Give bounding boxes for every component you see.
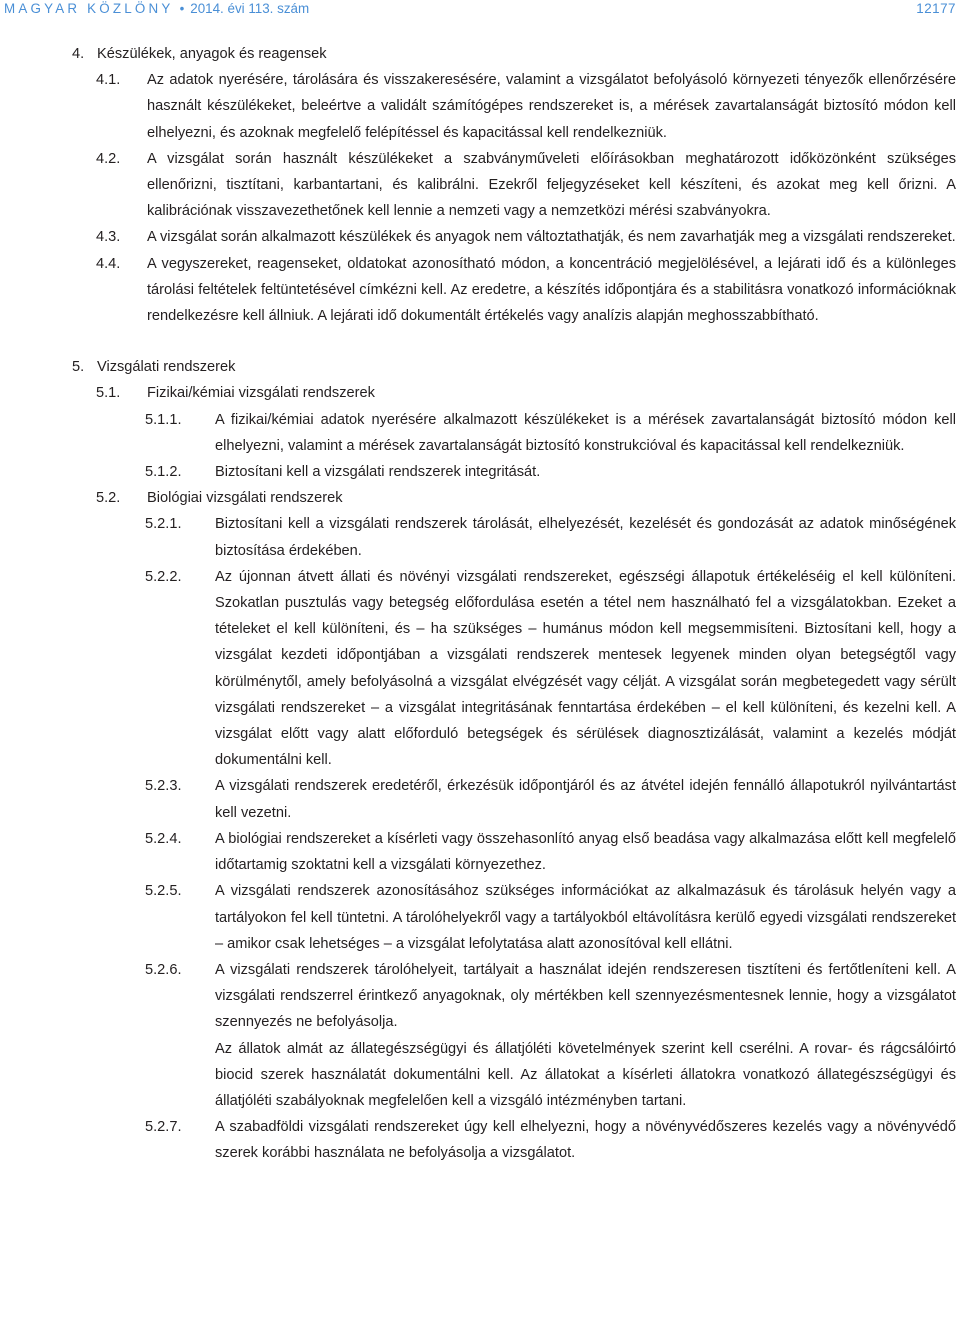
document-body [0, 41, 960, 1167]
paragraph-item [145, 878, 956, 957]
paragraph-text: A fizikai/kémiai adatok nyerésére alkalmazott készülékeket is a mérések zavartalanságát biztosító módon kell elhelyezni, valamint a mérések zavartalanságát biztosító konstrukcióval és kapacitással kell rendelkezniük. [215, 411, 956, 454]
paragraph-item [145, 957, 956, 1036]
paragraph-text: Az adatok nyerésére, tárolására és visszakeresésére, valamint a vizsgálatot befolyásoló környezeti tényezők ellenőrzésére használt készülékeket, beleértve a validált számítógépes rendszereket is, a mérések zavartalanságát biztosító módon kell elhelyezni, és azoknak megfelelő felépítéssel és kapacitással kell rendelkezniük. [147, 72, 956, 141]
paragraph-number: 5.1.2. [145, 464, 182, 481]
section-number: 5. [72, 359, 85, 376]
subsection-heading [96, 485, 956, 511]
paragraph-item [145, 511, 956, 563]
page-header [4, 0, 956, 20]
paragraph-number: 5.2.4. [145, 830, 182, 847]
subsection-title: Biológiai vizsgálati rendszerek [147, 490, 343, 507]
paragraph-text: Biztosítani kell a vizsgálati rendszerek tárolását, elhelyezését, kezelését és gondozását az adatok minőségének biztosítása érdekében. [215, 516, 956, 559]
paragraph-text: A vizsgálati rendszerek azonosításához szükséges információkat az alkalmazásuk és tárolásuk helyén vagy a tartályokon fel kell tüntetni. A tárolóhelyekről vagy a tartályokból eltávolításra kerülő egyedi vizsgálati rendszereket – amikor csak lehetséges – a vizsgálat lefolytatása alatt azonosítóval kell ellátni. [215, 883, 956, 952]
paragraph-item [145, 826, 956, 878]
paragraph-number: 5.2.1. [145, 516, 182, 533]
paragraph-number: 5.2.6. [145, 961, 182, 978]
paragraph-number: 4.2. [96, 150, 121, 167]
paragraph-text: A vizsgálati rendszerek eredetéről, érkezésük időpontjáról és az átvétel idején fennálló állapotukról nyilvántartást kell vezetni. [215, 778, 956, 821]
paragraph-number: 5.1.1. [145, 411, 182, 428]
paragraph-text: A vegyszereket, reagenseket, oldatokat azonosítható módon, a koncentráció megjelölésével, a lejárati idő és a különleges tárolási feltételek feltüntetésével címkézni kell. Az eredetre, a készítés időpontjára és a stabilitásra vonatkozó információknak rendelkezésre kell állniuk. A lejárati idő dokumentált értékelés vagy analízis alapján meghosszabbítható. [147, 255, 956, 325]
subsection-title: Fizikai/kémiai vizsgálati rendszerek [147, 385, 375, 402]
paragraph-number: 5.2.2. [145, 568, 182, 585]
section-spacer [0, 329, 960, 354]
continuation-paragraph: Az állatok almát az állategészségügyi és állatjóléti követelmények szerint kell cserélni. A rovar- és rágcsálóirtó biocid szerek használatát dokumentálni kell. Az állatokat a kísérleti állatokra vonatkozó állategészségügyi és állatjóléti szabályoknak megfelelően kell a vizsgáló intézményben tartani. [215, 1040, 956, 1109]
paragraph-number: 5.2.5. [145, 883, 182, 900]
paragraph-text: A vizsgálat során alkalmazott készülékek és anyagok nem változtathatják, és nem zavarhatják meg a vizsgálati rendszereket. [147, 229, 956, 246]
paragraph-text: A biológiai rendszereket a kísérleti vagy összehasonlító anyag első beadása vagy alkalmazása előtt kell megfelelő időtartamig szoktatni kell a vizsgálati környezethez. [215, 830, 956, 874]
subsection-number: 5.1. [96, 385, 121, 402]
paragraph-item [145, 407, 956, 459]
section-title: Készülékek, anyagok és reagensek [97, 46, 327, 62]
paragraph-item [96, 67, 956, 146]
paragraph-text: A szabadföldi vizsgálati rendszereket úgy kell elhelyezni, hogy a növényvédőszeres kezelés vagy a növényvédő szerek korábbi használata ne befolyásolja a vizsgálatot. [215, 1119, 956, 1162]
paragraph-item [96, 146, 956, 225]
paragraph-item [145, 459, 956, 485]
section-number: 4. [72, 46, 85, 62]
paragraph-item [145, 564, 956, 774]
header-separator: • [179, 1, 185, 16]
paragraph-number: 4.4. [96, 255, 121, 272]
section-heading [72, 354, 960, 380]
paragraph-item [145, 773, 956, 825]
subsection-heading [96, 380, 956, 406]
paragraph-number: 4.3. [96, 229, 121, 246]
paragraph-text: A vizsgálat során használt készülékeket a szabványműveleti előírásokban meghatározott időközönként szükséges ellenőrizni, tisztítani, karbantartani, és kalibrálni. Ezekről feljegyzéseket kell készíteni, és azokat meg kell őrizni. A kalibrációnak visszavezethetőnek kell lennie a nemzeti vagy a nemzetközi mérési szabványokra. [147, 150, 956, 220]
paragraph-number: 5.2.3. [145, 778, 182, 795]
paragraph-item [145, 1114, 956, 1166]
section-heading [72, 41, 960, 67]
paragraph-number: 4.1. [96, 72, 121, 89]
paragraph-item [96, 251, 956, 330]
subsection-number: 5.2. [96, 490, 121, 507]
paragraph-number: 5.2.7. [145, 1119, 182, 1136]
paragraph-text: Biztosítani kell a vizsgálati rendszerek integritását. [215, 464, 541, 481]
journal-title: MAGYAR KÖZLÖNY [4, 1, 174, 16]
paragraph-text: Az újonnan átvett állati és növényi vizsgálati rendszereket, egészségi állapotuk értékeléséig el kell különíteni. Szokatlan pusztulás vagy betegség előfordulása esetén a tétel nem használható fel a vizsgálatokban. Ezeket a tételeket el kell különíteni, és – ha szükséges – humánus módon kell megsemmisíteni. Biztosítani kell, hogy a vizsgálat kezdeti időpontjában a vizsgálati rendszerek mentesek legyenek minden olyan betegségtől vagy körülménytől, amely befolyásolná a vizsgálat elvégzését vagy célját. A vizsgálat során megbetegedett vagy sérült vizsgálati rendszereket – a vizsgálat integritásának fenntartása érdekében – el kell különíteni, és kezelni kell. A vizsgálat előtt vagy alatt előforduló betegségek és sérülések diagnosztizálását, valamint a kezelés módját dokumentálni kell. [215, 568, 956, 769]
paragraph-text: A vizsgálati rendszerek tárolóhelyeit, tartályait a használat idején rendszeresen tisztíteni és fertőtleníteni kell. A vizsgálati rendszerrel érintkező anyagoknak, oly mértékben kell szennyezésmentesnek lennie, hogy a vizsgálatot szennyezés ne befolyásolja. [215, 961, 956, 1031]
page-number: 12177 [916, 1, 956, 16]
running-head [4, 0, 309, 18]
section-title: Vizsgálati rendszerek [97, 359, 236, 376]
paragraph-item [96, 224, 956, 250]
issue-label: 2014. évi 113. szám [190, 1, 310, 16]
